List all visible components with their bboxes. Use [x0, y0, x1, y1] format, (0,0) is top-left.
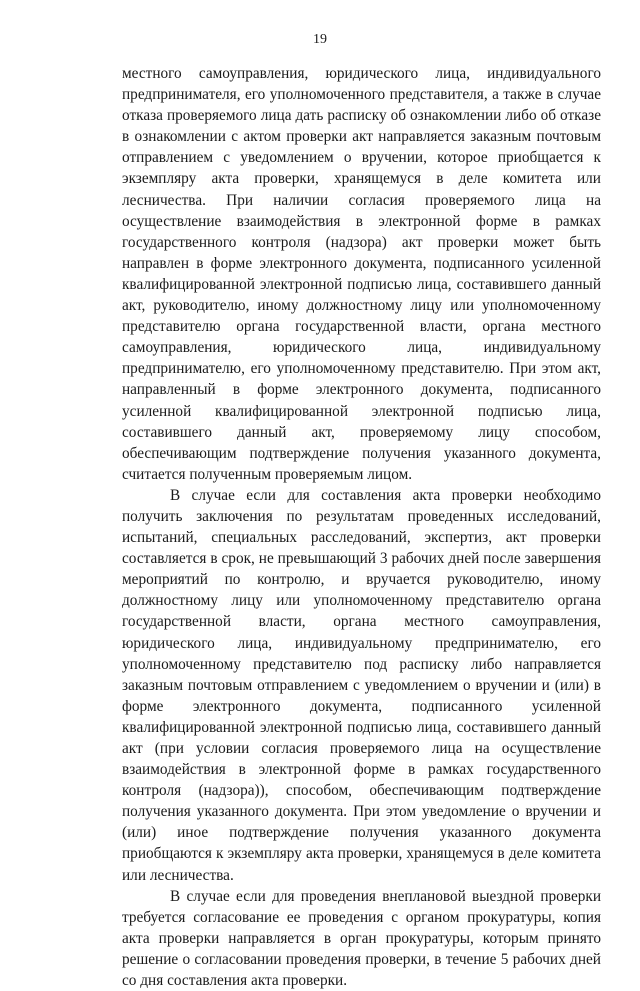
- page-number: 19: [313, 32, 327, 47]
- document-body: [122, 63, 601, 991]
- paragraph-act-delivery-continuation: местного самоуправления, юридического лица, индивидуального предпринимателя, его уполномоченного представителя, а также в случае отказа проверяемого лица дать расписку об ознакомлении либо об отказе в ознакомлении с актом проверки акт направляется заказным почтовым отправлением с уведомлением о вручении, которое приобщается к экземпляру акта проверки, хранящемуся в деле комитета или лесничества. При наличии согласия проверяемого лица на осуществление взаимодействия в электронной форме в рамках государственного контроля (надзора) акт проверки может быть направлен в форме электронного документа, подписанного усиленной квалифицированной электронной подписью лица, составившего данный акт, руководителю, иному должностному лицу или уполномоченному представителю органа государственной власти, органа местного самоуправления, юридического лица, индивидуальному предпринимателю, его уполномоченному представителю. При этом акт, направленный в форме электронного документа, подписанного усиленной квалифицированной электронной подписью лица, составившего данный акт, проверяемому лицу способом, обеспечивающим подтверждение получения указанного документа, считается полученным проверяемым лицом.: [122, 65, 601, 483]
- paragraph-act-after-examinations: В случае если для составления акта проверки необходимо получить заключения по результатам проведенных исследований, испытаний, специальных расследований, экспертиз, акт проверки составляется в срок, не превышающий 3 рабочих дней после завершения мероприятий по контролю, и вручается руководителю, иному должностному лицу или уполномоченному представителю органа государственной власти, органа местного самоуправления, юридического лица, индивидуальному предпринимателю, его уполномоченному представителю под расписку либо направляется заказным почтовым отправлением с уведомлением о вручении и (или) в форме электронного документа, подписанного усиленной квалифицированной электронной подписью лица, составившего данный акт (при условии согласия проверяемого лица на осуществление взаимодействия в электронной форме в рамках государственного контроля (надзора)), способом, обеспечивающим подтверждение получения указанного документа. При этом уведомление о вручении и (или) иное подтверждение получения указанного документа приобщаются к экземпляру акта проверки, хранящемуся в деле комитета или лесничества.: [122, 486, 601, 884]
- paragraph-prosecutor-copy: В случае если для проведения внеплановой выездной проверки требуется согласование ее проведения с органом прокуратуры, копия акта проверки направляется в орган прокуратуры, которым принято решение о согласовании проведения проверки, в течение 5 рабочих дней со дня составления акта проверки.: [122, 887, 601, 990]
